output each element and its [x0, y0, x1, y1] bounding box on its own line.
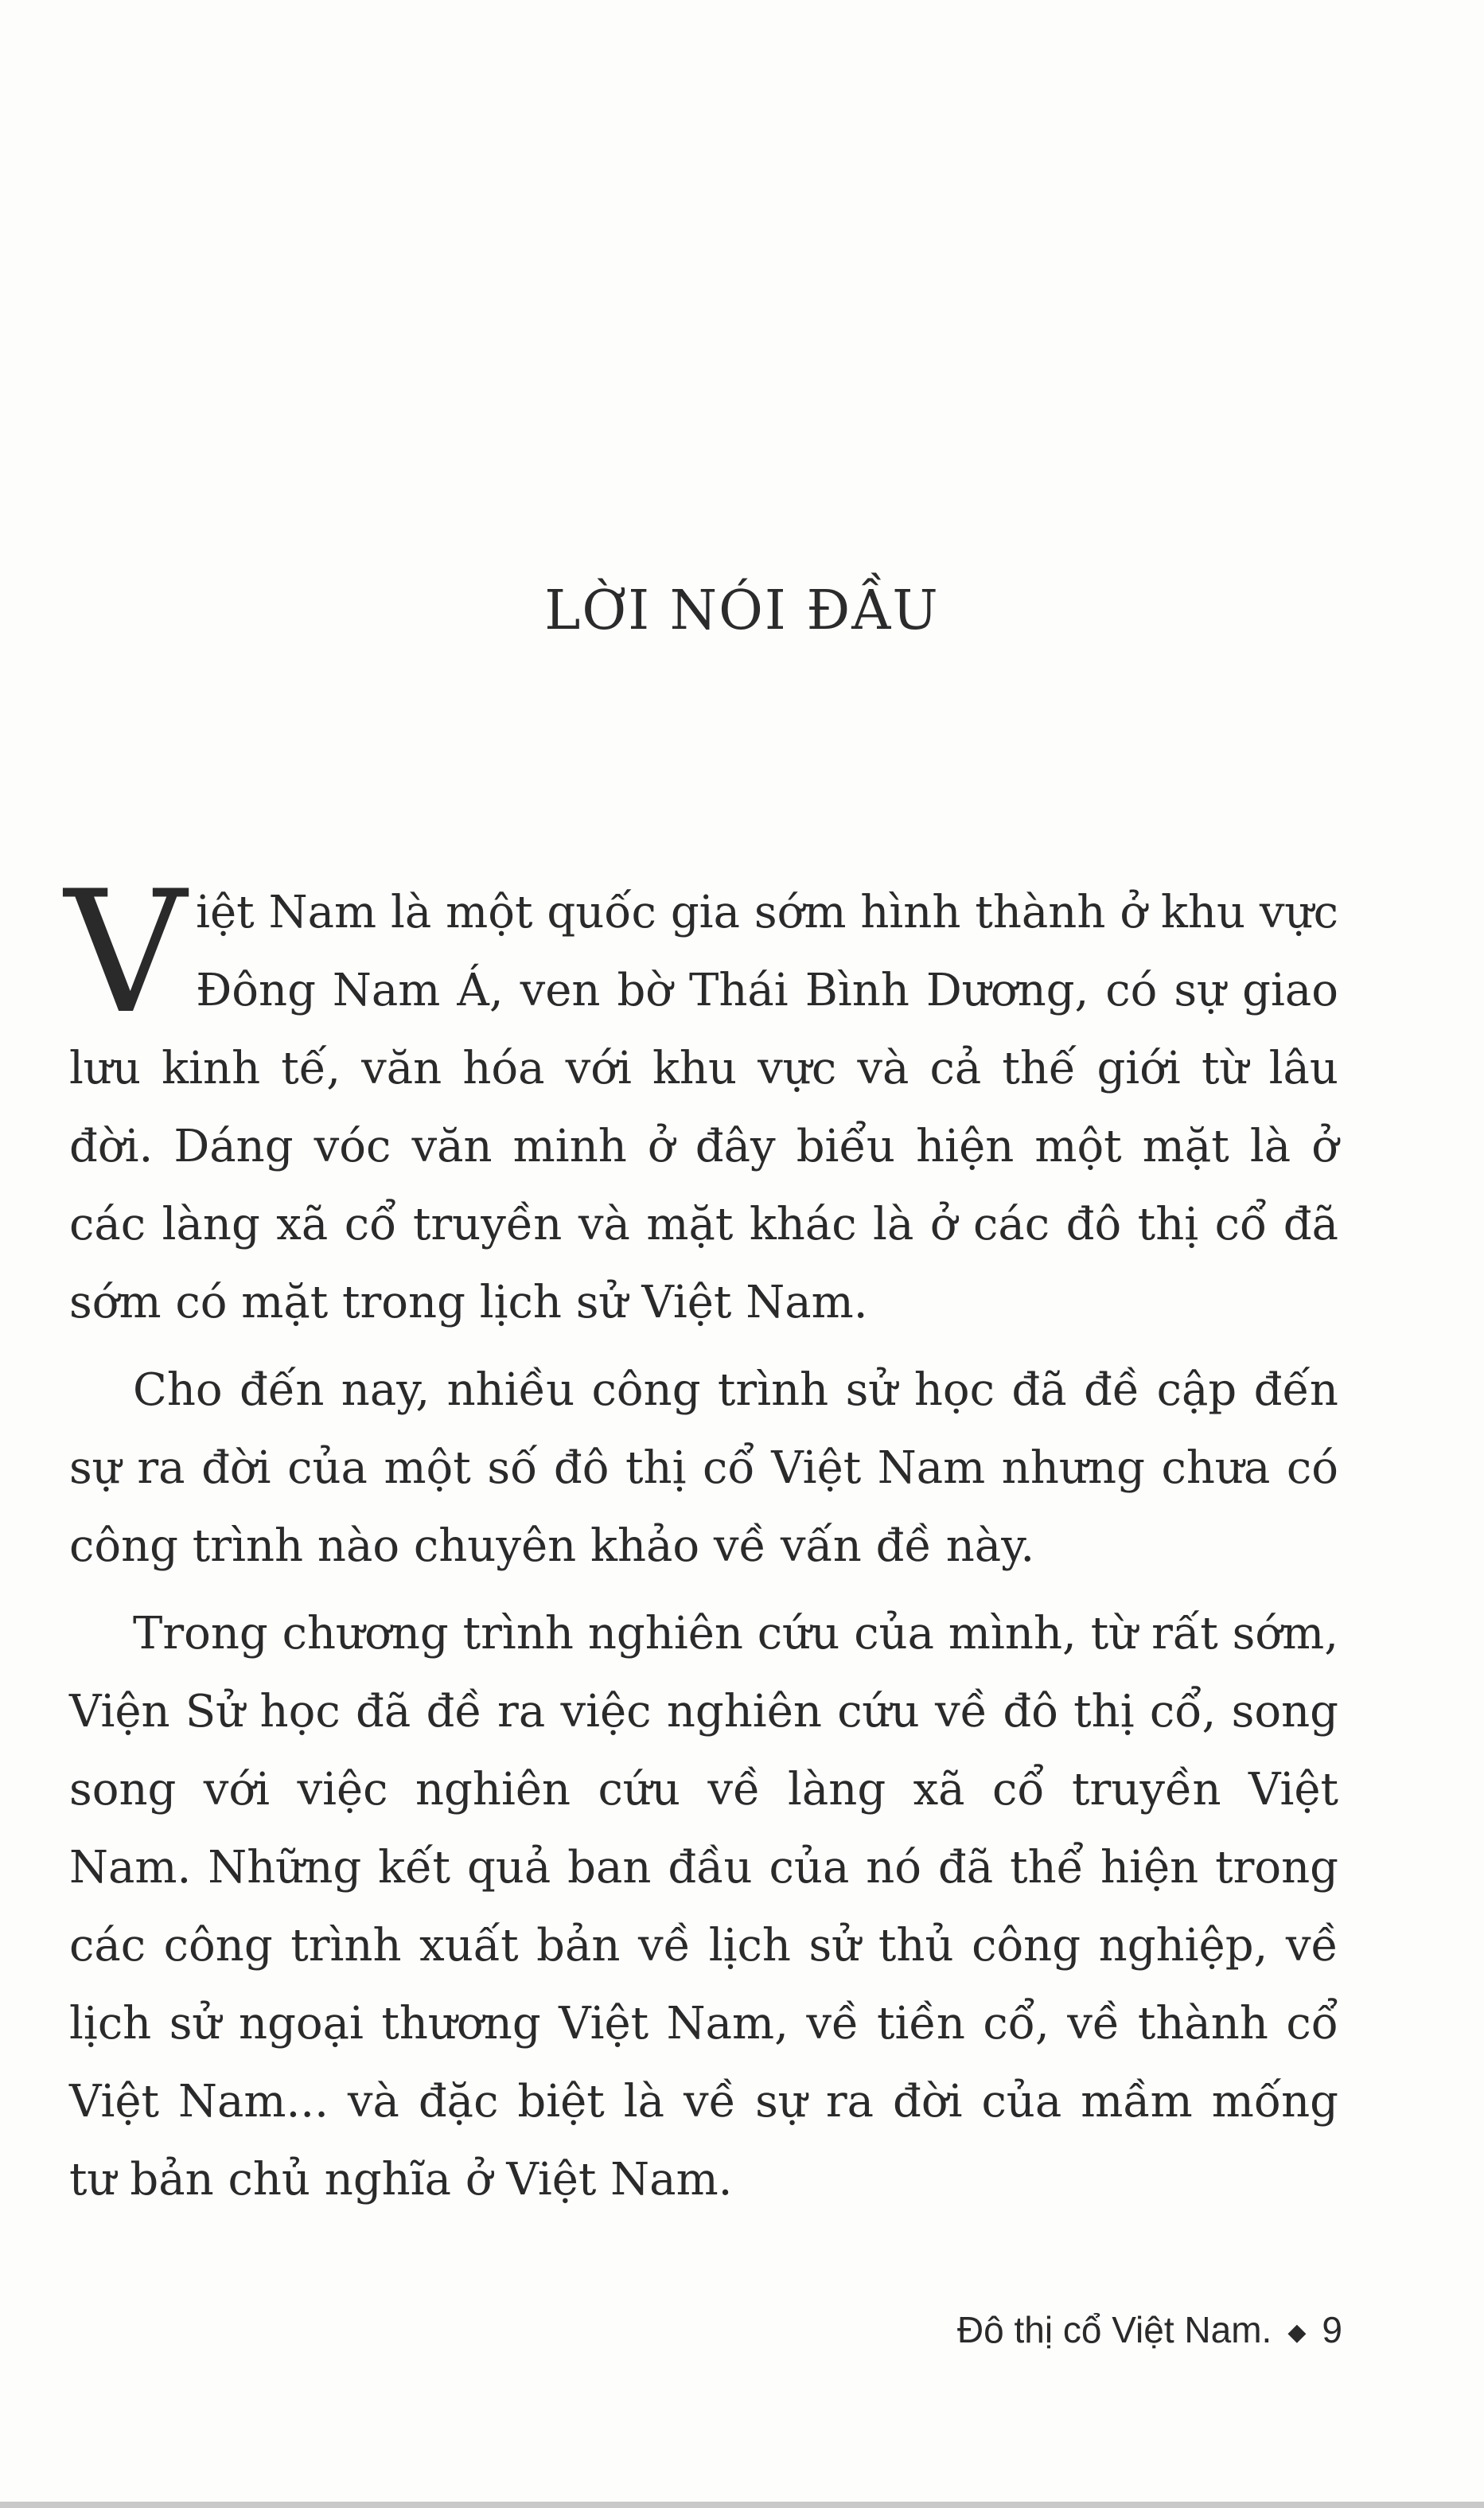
paragraph-1: [64, 854, 1338, 1342]
drop-cap: V: [64, 854, 187, 1051]
page-title: LỜI NÓI ĐẦU: [544, 579, 940, 642]
paragraph-1-text: iệt Nam là một quốc gia sớm hình thành ở khu vực Đông Nam Á, ven bờ Thái Bình Dương, có sự giao lưu kinh tế, văn hóa với khu vực và cả thế giới từ lâu đời. Dáng vóc văn minh ở đây biểu hiện một mặt là ở các làng xã cổ truyền và mặt khác là ở các đô thị cổ đã sớm có mặt trong lịch sử Việt Nam.: [69, 887, 1338, 1328]
running-title: Đô thị cổ Việt Nam.: [956, 2309, 1272, 2350]
paragraph-3: Trong chương trình nghiên cứu của mình, từ rất sớm, Viện Sử học đã đề ra việc nghiên cứu về đô thị cổ, song song với việc nghiên cứu về làng xã cổ truyền Việt Nam. Những kết quả ban đầu của nó đã thể hiện trong các công trình xuất bản về lịch sử thủ công nghiệp, về lịch sử ngoại thương Việt Nam, về tiền cổ, về thành cổ Việt Nam... và đặc biệt là về sự ra đời của mầm mống tư bản chủ nghĩa ở Việt Nam.: [69, 1608, 1338, 2206]
scan-edge-divider: [0, 2502, 1484, 2508]
paragraph-2: Cho đến nay, nhiều công trình sử học đã đề cập đến sự ra đời của một số đô thị cổ Việt Nam nhưng chưa có công trình nào chuyên khảo về vấn đề này.: [69, 1364, 1338, 1572]
page-footer: [957, 2308, 1342, 2351]
body-text: [64, 854, 1338, 2219]
page-number: 9: [1322, 2309, 1342, 2350]
diamond-separator-icon: ◆: [1287, 2319, 1307, 2346]
